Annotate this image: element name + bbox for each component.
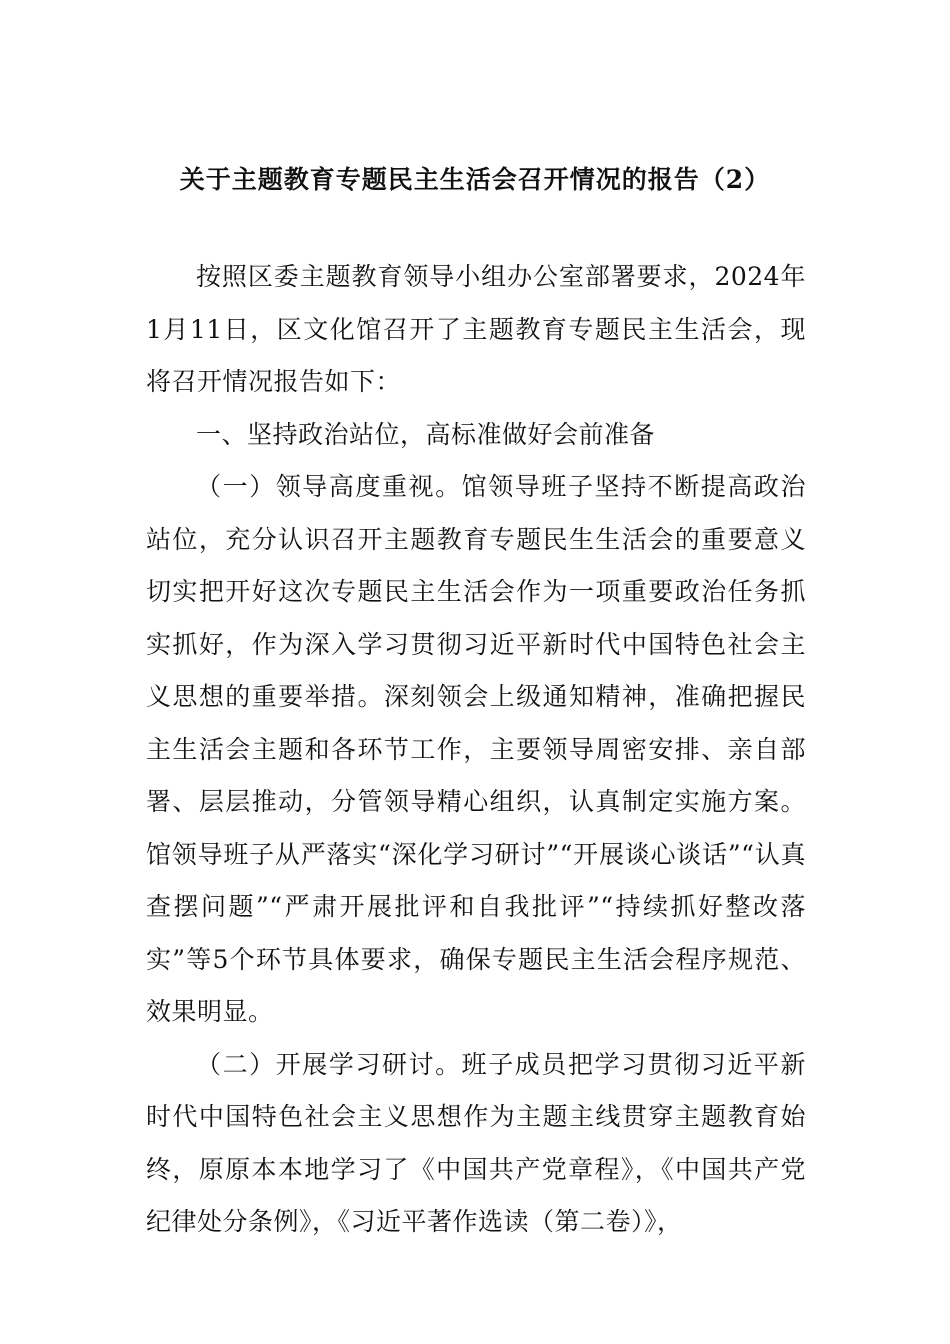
paragraph-study: （二）开展学习研讨。班子成员把学习贯彻习近平新时代中国特色社会主义思想作为主题主线贯穿主题教育始终，原原本本地学习了《中国共产党章程》，《中国共产党纪律处分条例》，《习近平著作选读（第二卷）》，	[146, 1049, 806, 1236]
document-title: 关于主题教育专题民主生活会召开情况的报告（2）	[179, 165, 771, 194]
section-heading-1: 一、坚持政治站位，高标准做好会前准备	[196, 419, 656, 449]
paragraph-leadership: （一）领导高度重视。馆领导班子坚持不断提高政治站位，充分认识召开主题教育专题民生生活会的重要意义切实把开好这次专题民主生活会作为一项重要政治任务抓实抓好，作为深入学习贯彻习近平新时代中国特色社会主义思想的重要举措。深刻领会上级通知精神，准确把握民主生活会主题和各环节工作，主要领导周密安排、亲自部署、层层推动，分管领导精心组织，认真制定实施方案。馆领导班子从严落实“深化学习研讨”“开展谈心谈话”“认真查摆问题”“严肃开展批评和自我批评”“持续抓好整改落实”等5个环节具体要求，确保专题民主生活会程序规范、效果明显。	[146, 472, 806, 1026]
paragraph-intro: 按照区委主题教育领导小组办公室部署要求，2024年1月11日，区文化馆召开了主题教育专题民主生活会，现将召开情况报告如下：	[146, 262, 806, 396]
document-body	[146, 251, 806, 1249]
